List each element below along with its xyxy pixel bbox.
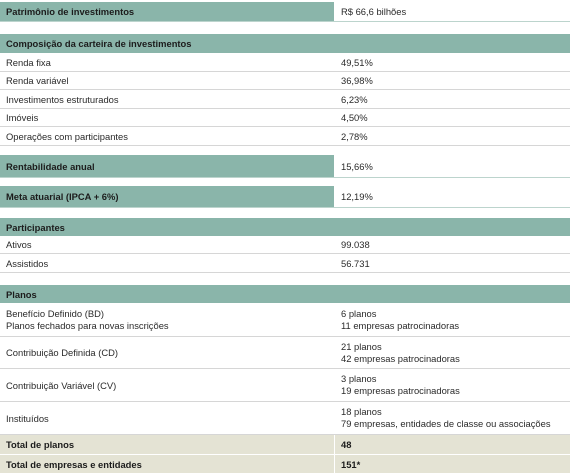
total-planos-row [0,435,570,455]
row-value: 99.038 [334,236,570,253]
row-label: Ativos [6,239,32,250]
table-row [0,337,570,369]
row-label: Contribuição Definida (CD) [6,347,119,358]
plan-count: 21 planos [341,340,382,352]
rentabilidade-label: Rentabilidade anual [0,155,334,177]
table-row [0,109,570,127]
row-label: Contribuição Variável (CV) [6,379,117,391]
row-label: Operações com participantes [6,130,128,142]
composicao-header [0,34,570,53]
plan-sponsors: 11 empresas patrocinadoras [341,319,460,331]
total-planos-label: Total de planos [6,439,75,450]
row-value [334,402,570,434]
row-label: Renda fixa [6,56,51,68]
row-value [334,369,570,401]
patrimonio-row [0,2,570,22]
row-value: 36,98% [334,72,570,89]
table-row [0,127,570,146]
plan-count: 3 planos [341,373,377,384]
row-value: 2,78% [334,127,570,145]
rentabilidade-value: 15,66% [334,155,570,177]
table-row [0,254,570,273]
participantes-title: Participantes [6,221,65,233]
plan-count: 18 planos [341,406,382,417]
total-empresas-value: 151* [334,455,570,473]
table-row [0,236,570,254]
plan-note-label: Planos fechados para novas inscrições [6,319,169,331]
table-row [0,369,570,402]
row-label: Instituídos [6,412,49,424]
row-value: 4,50% [334,109,570,126]
patrimonio-value: R$ 66,6 bilhões [334,2,570,21]
plan-count: 6 planos [341,307,377,319]
planos-header [0,285,570,303]
row-label: Imóveis [6,112,39,123]
row-value: 56.731 [334,254,570,272]
participantes-header [0,218,570,236]
plan-sponsors: 79 empresas, entidades de classe ou associações [341,418,551,429]
table-row [0,303,570,337]
table-row [0,72,570,90]
row-value: 6,23% [334,90,570,108]
table-row [0,90,570,109]
meta-label: Meta atuarial (IPCA + 6%) [0,186,334,207]
row-label: Investimentos estruturados [6,93,119,105]
total-empresas-row [0,455,570,474]
plan-sponsors: 42 empresas patrocinadoras [341,352,460,364]
patrimonio-label: Patrimônio de investimentos [0,2,334,21]
planos-title: Planos [6,288,37,300]
plan-sponsors: 19 empresas patrocinadoras [341,385,460,396]
row-value [334,303,570,336]
row-value [334,337,570,368]
composicao-title: Composição da carteira de investimentos [6,38,192,49]
table-row [0,53,570,72]
row-label [0,303,334,336]
plan-type-label: Benefício Definido (BD) [6,307,104,319]
rentabilidade-row [0,155,570,178]
total-planos-value: 48 [334,435,570,454]
row-label: Assistidos [6,257,49,269]
total-empresas-label: Total de empresas e entidades [6,458,142,470]
table-row [0,402,570,435]
row-value: 49,51% [334,53,570,71]
meta-row [0,186,570,208]
row-label: Renda variável [6,75,69,86]
meta-value: 12,19% [334,186,570,207]
